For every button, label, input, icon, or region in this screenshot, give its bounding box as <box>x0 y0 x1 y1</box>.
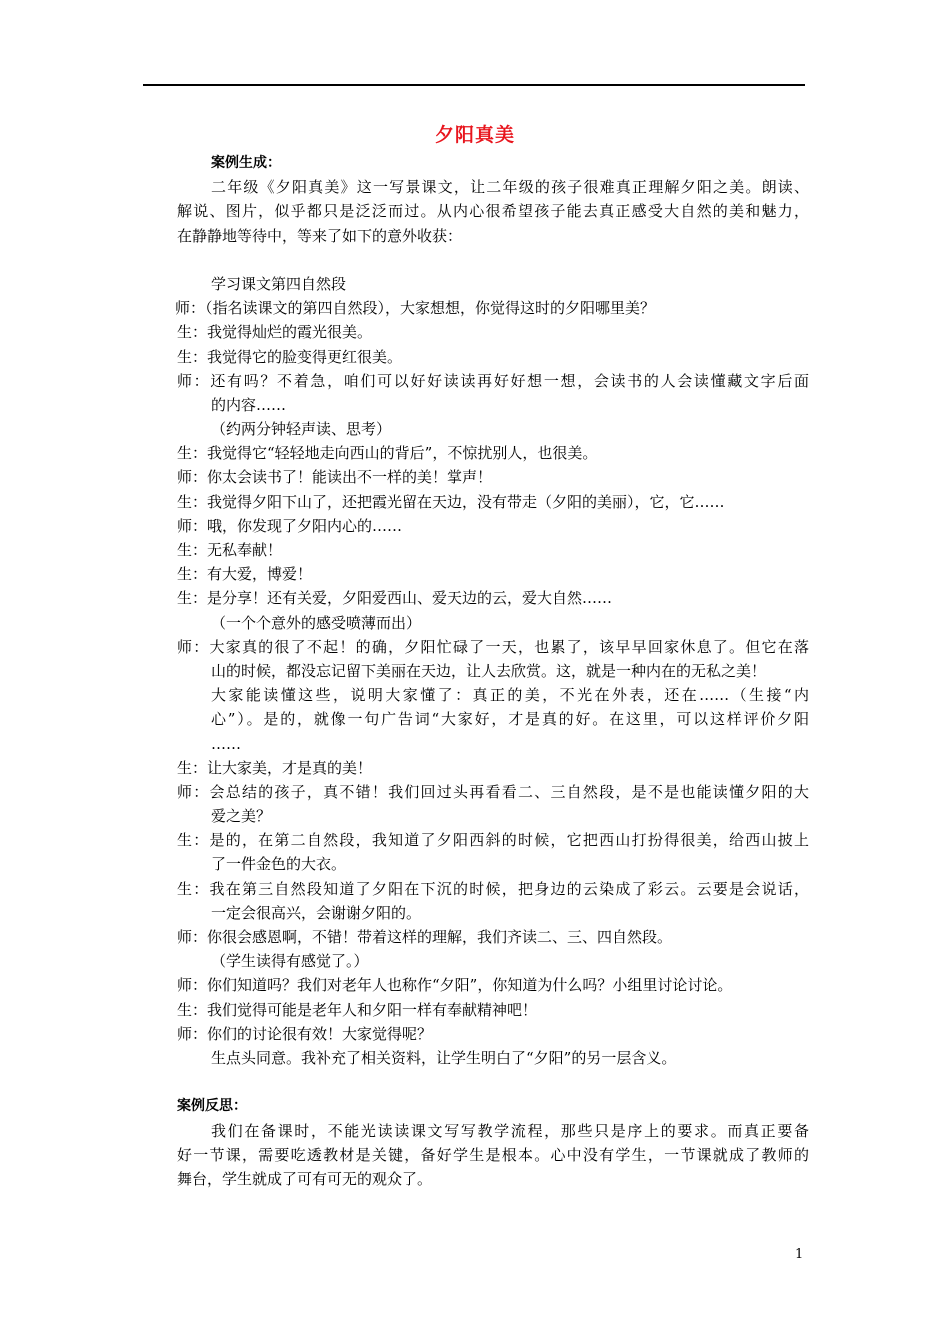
paragraph-spacer <box>177 1070 809 1094</box>
dialogue-line: 了一件金色的大衣。 <box>211 855 347 874</box>
dialogue-line: 师：你太会读书了！能读出不一样的美！掌声！ <box>177 468 493 487</box>
dialogue-line: 师：（指名读课文的第四自然段），大家想想，你觉得这时的夕阳哪里美？ <box>175 299 656 318</box>
intro-line: 解说、图片，似乎都只是泛泛而过。从内心很希望孩子能去真正感受大自然的美和魅力， <box>177 202 809 221</box>
dialogue-line: 一定会很高兴，会谢谢夕阳的。 <box>211 903 422 922</box>
dialogue-line: 生：是的，在第二自然段，我知道了夕阳西斜的时候，它把西山打扮得很美，给西山披上 <box>177 831 809 850</box>
dialogue-line: 生：我们觉得可能是老年人和夕阳一样有奉献精神吧！ <box>177 1000 538 1019</box>
dialogue-line: 师：你们的讨论很有效！大家觉得呢？ <box>177 1024 433 1043</box>
header-rule <box>143 84 805 86</box>
dialogue-line: 生：我觉得灿烂的霞光很美。 <box>177 323 373 342</box>
dialogue-line: 师：大家真的很了不起！的确，夕阳忙碌了一天，也累了，该早早回家休息了。但它在落 <box>177 637 809 656</box>
reflection-line: 舞台，学生就成了可有可无的观众了。 <box>177 1169 433 1188</box>
dialogue-line: 师：哦，你发现了夕阳内心的…… <box>177 516 403 535</box>
paragraph-spacer <box>177 248 809 272</box>
dialogue-line: 生点头同意。我补充了相关资料，让学生明白了“夕阳”的另一层含义。 <box>211 1048 677 1067</box>
dialogue-line: 生：我觉得夕阳下山了，还把霞光留在天边，没有带走（夕阳的美丽），它，它…… <box>177 492 725 511</box>
section-heading-case-generation: 案例生成： <box>211 155 281 171</box>
intro-line: 在静静地等待中，等来了如下的意外收获： <box>177 226 463 245</box>
dialogue-line: （约两分钟轻声读、思考） <box>211 420 392 439</box>
dialogue-line: 师：会总结的孩子，真不错！我们回过头再看看二、三自然段，是不是也能读懂夕阳的大 <box>177 782 809 801</box>
dialogue-line: 生：让大家美，才是真的美！ <box>177 758 373 777</box>
dialogue-line: 学习课文第四自然段 <box>211 274 347 293</box>
dialogue-line: 师：还有吗？不着急，咱们可以好好读读再好好想一想，会读书的人会读懂藏文字后面 <box>177 371 809 390</box>
dialogue-line: …… <box>211 734 241 753</box>
dialogue-line: 爱之美？ <box>211 807 272 826</box>
dialogue-line: 生：是分享！还有关爱，夕阳爱西山、爱天边的云，爱大自然…… <box>177 589 613 608</box>
dialogue-line: 师：你很会感恩啊，不错！带着这样的理解，我们齐读二、三、四自然段。 <box>177 928 673 946</box>
page-number: 1 <box>795 1247 804 1262</box>
dialogue-line: 生：无私奉献！ <box>177 541 283 559</box>
reflection-line: 好一节课，需要吃透教材是关键，备好学生是根本。心中没有学生，一节课就成了教师的 <box>177 1145 809 1164</box>
dialogue-line: 师：你们知道吗？我们对老年人也称作“夕阳”，你知道为什么吗？小组里讨论讨论。 <box>177 976 733 995</box>
dialogue-line: 的内容…… <box>211 395 287 414</box>
dialogue-line: 生：有大爱，博爱！ <box>177 565 313 584</box>
dialogue-line: （学生读得有感觉了。） <box>211 952 369 971</box>
document-body <box>177 151 809 1191</box>
dialogue-line: 生：我觉得它“轻轻地走向西山的背后”，不惊扰别人，也很美。 <box>177 444 598 463</box>
intro-line: 二年级《夕阳真美》这一写景课文，让二年级的孩子很难真正理解夕阳之美。朗读、 <box>211 178 809 197</box>
document-title: 夕阳真美 <box>434 124 515 146</box>
dialogue-line: 生：我在第三自然段知道了夕阳在下沉的时候，把身边的云染成了彩云。云要是会说话， <box>177 879 809 898</box>
dialogue-line: 山的时候，都没忘记留下美丽在天边，让人去欣赏。这，就是一种内在的无私之美！ <box>211 661 767 680</box>
section-heading-case-reflection: 案例反思： <box>177 1098 247 1115</box>
dialogue-line: 心”）。是的，就像一句广告词“大家好，才是真的好。在这里，可以这样评价夕阳 <box>211 710 809 729</box>
dialogue-line: （一个个意外的感受喷薄而出） <box>211 613 422 632</box>
reflection-line: 我们在备课时，不能光读读课文写写教学流程，那些只是序上的要求。而真正要备 <box>211 1121 809 1140</box>
dialogue-line: 大家能读懂这些，说明大家懂了：真正的美，不光在外表，还在……（生接“内 <box>211 686 809 705</box>
dialogue-line: 生：我觉得它的脸变得更红很美。 <box>177 347 403 366</box>
